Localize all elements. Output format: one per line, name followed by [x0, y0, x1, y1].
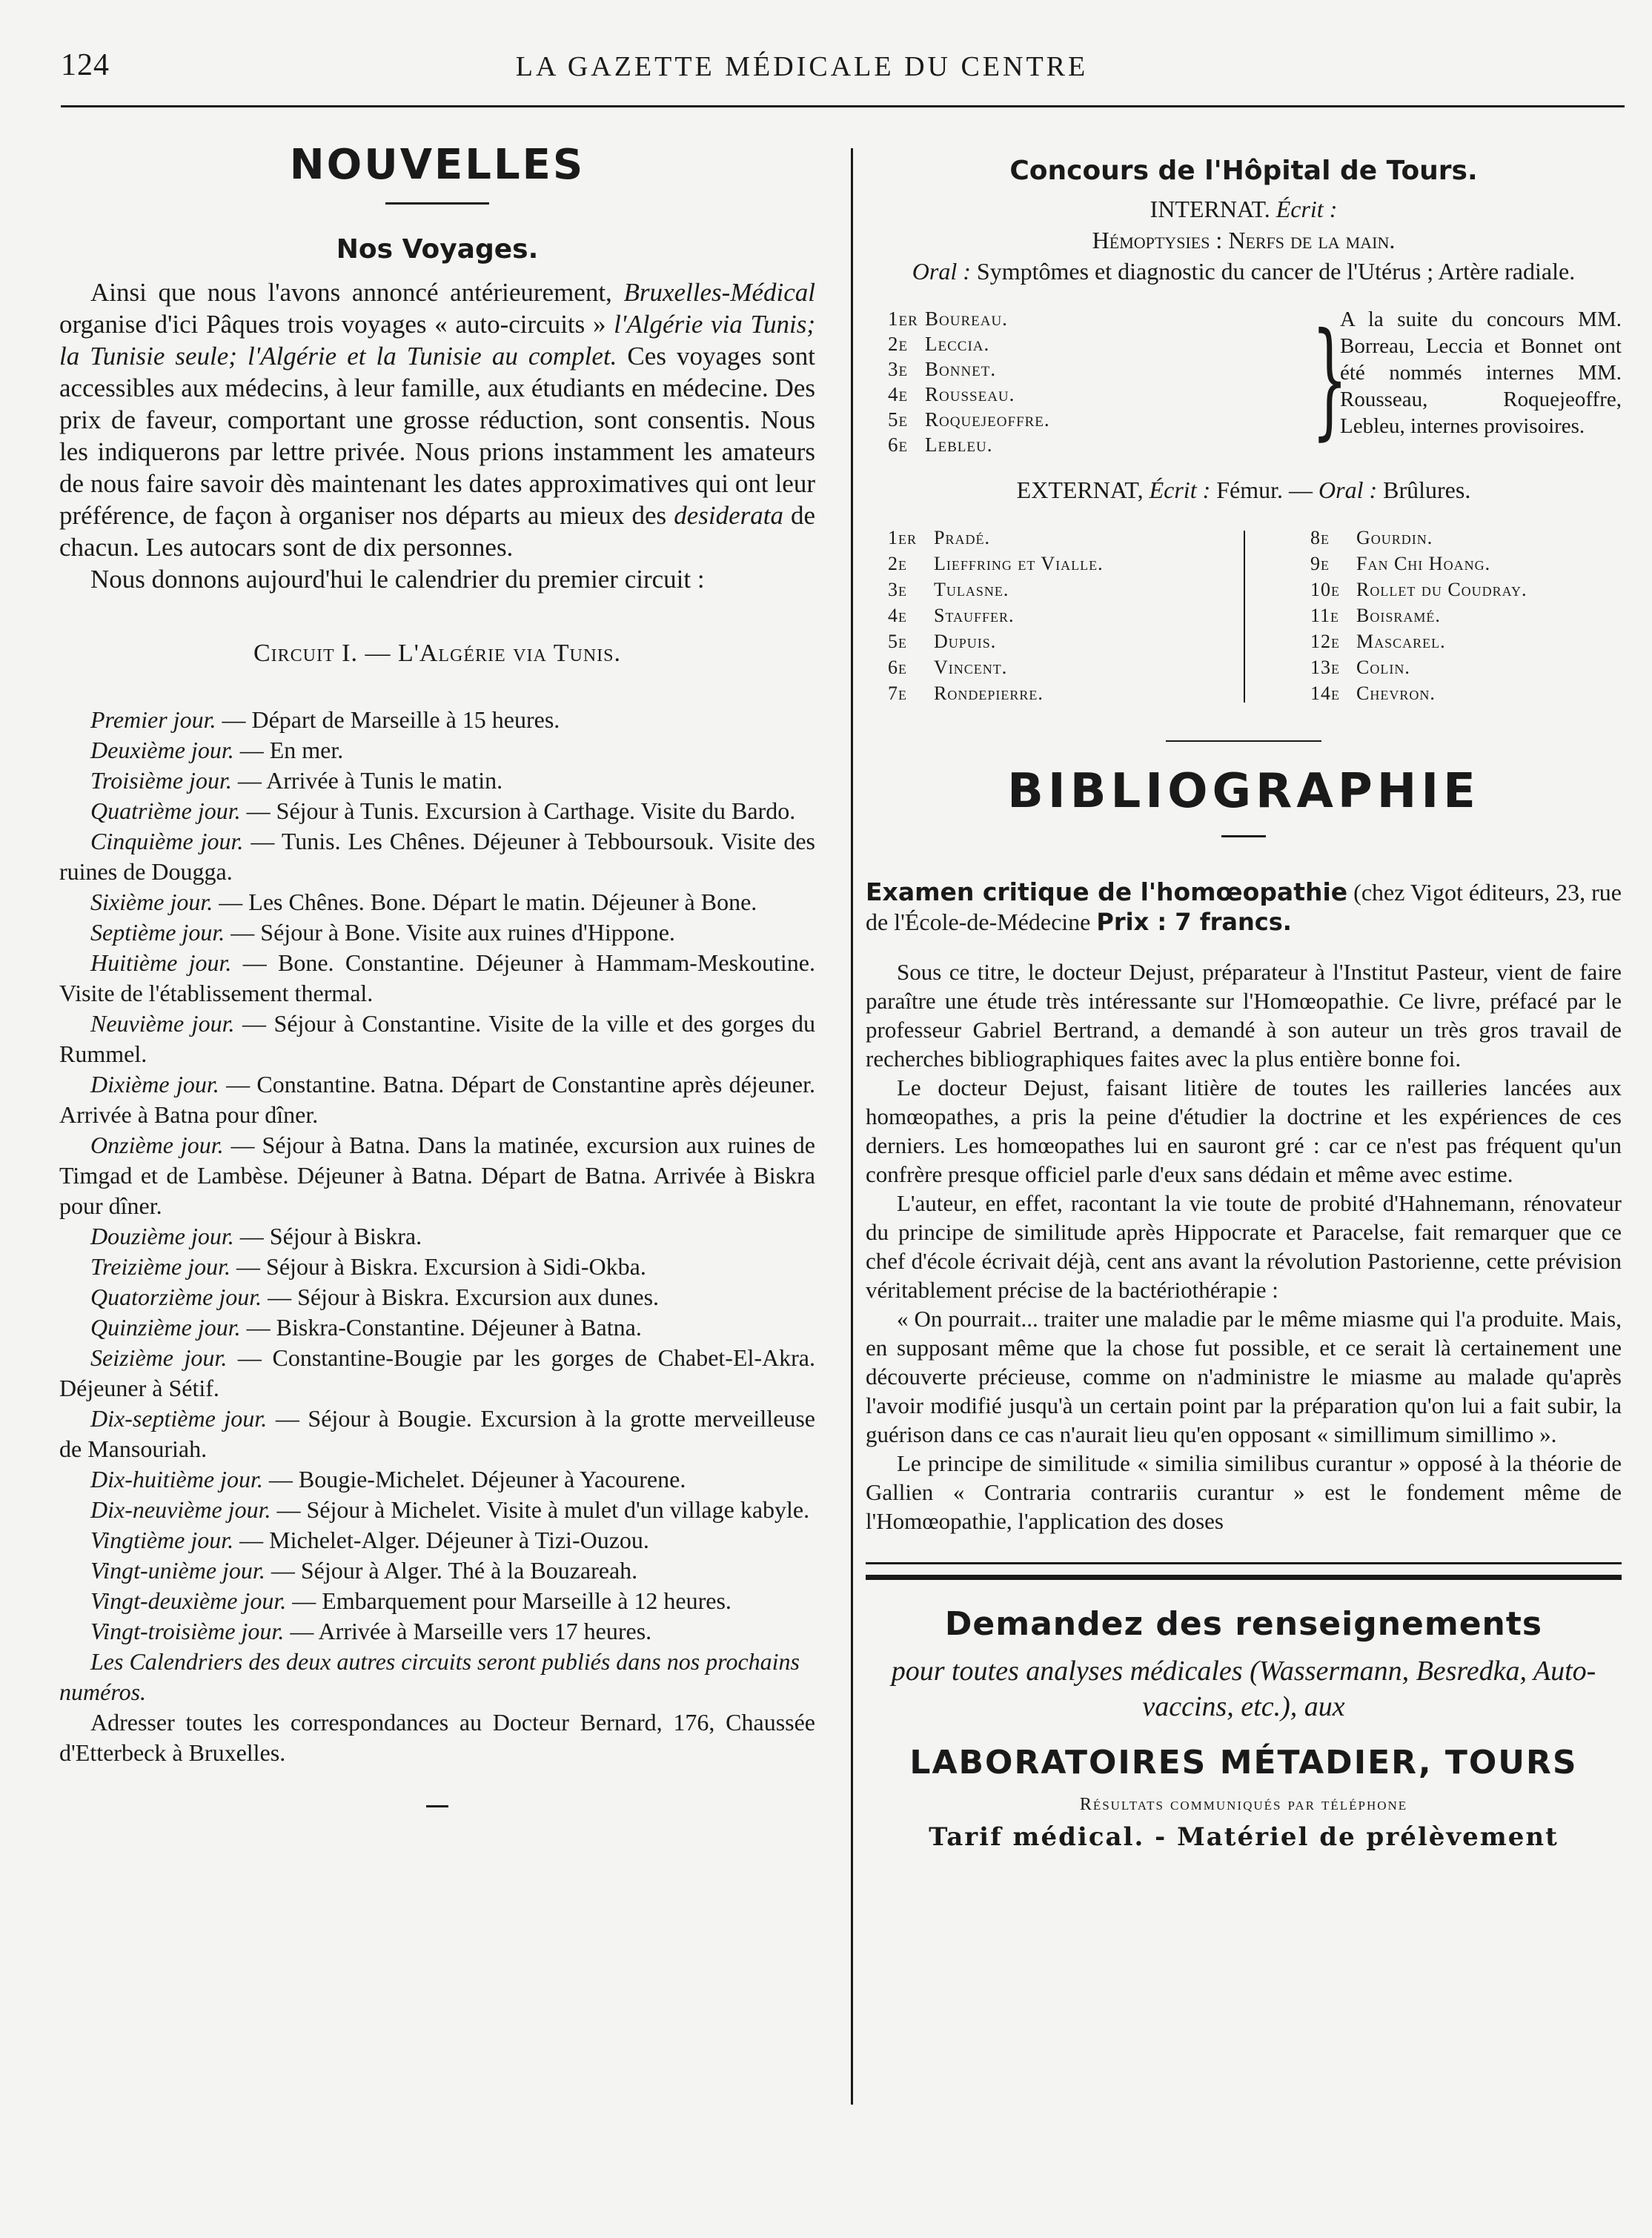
rank-name: Leccia. — [925, 333, 990, 355]
bibliographie-body — [866, 957, 1622, 1535]
advertisement — [866, 1605, 1622, 1852]
rank-name: Rousseau. — [925, 383, 1015, 405]
externat-rank-item — [888, 654, 1333, 680]
rank-number: 2e — [888, 333, 909, 355]
book-price: Prix : 7 francs. — [1096, 908, 1292, 936]
brace-glyph: } — [1311, 306, 1348, 453]
internat-appointment-note: A la suite du concours MM. Borreau, Leccia et Bonnet ont été nommés internes MM. Rousseau, Roquejeoffre, Lebleu, internes provisoires. — [1340, 308, 1622, 438]
externat-rank-item — [1310, 602, 1622, 628]
rank-number: 4e — [888, 383, 909, 405]
day-label: Dix-huitième jour. — [90, 1466, 263, 1492]
day-description: — Séjour à Michelet. Visite à mulet d'un village kabyle. — [271, 1496, 810, 1523]
externat-rank-item — [1310, 551, 1622, 577]
circuit-day-item — [59, 1009, 815, 1069]
book-title: Examen critique de l'homœopathie — [866, 877, 1348, 906]
rank-name: Rollet du Coudray. — [1356, 579, 1527, 600]
internat-rank-item — [888, 306, 1258, 331]
externat-ranking — [866, 525, 1622, 714]
bibliographie-paragraph: Le docteur Dejust, faisant litière de toutes les railleries lancées aux homœopathes, a pris la peine d'étudier la doctrine et les expériences de ces derniers. Les homœopathes lui en sauront gré : car ce n'est pas fréquent qu'un confrère presque officiel parle d'eux sans dédain et même avec estime. — [866, 1075, 1622, 1187]
correspondence-address: Adresser toutes les correspondances au Docteur Bernard, 176, Chaussée d'Etterbeck à Bruxelles. — [59, 1709, 815, 1766]
rank-name: Mascarel. — [1356, 631, 1446, 652]
rank-number: 6e — [888, 434, 909, 456]
externat-rank-item — [1310, 628, 1622, 654]
day-description: — Séjour à Batna. Dans la matinée, excursion aux ruines de Timgad et de Lambèse. Déjeuner à Batna. Départ de Batna. Arrivée à Biskra pour dîner. — [59, 1132, 815, 1219]
circuit-day-item — [59, 1555, 815, 1586]
rank-name: Colin. — [1356, 657, 1410, 678]
rank-number: 3e — [888, 358, 909, 380]
circuit-day-item — [59, 766, 815, 796]
running-head — [61, 43, 1625, 87]
circuit-title: Circuit I. — L'Algérie via Tunis. — [253, 640, 622, 667]
rank-name: Boureau. — [925, 308, 1008, 330]
internat-ranking-list — [888, 306, 1258, 457]
externat-rank-item — [1310, 525, 1622, 551]
day-label: Neuvième jour. — [90, 1010, 235, 1037]
rank-name: Gourdin. — [1356, 527, 1433, 548]
day-label: Vingt-troisième jour. — [90, 1618, 285, 1644]
page-number: 124 — [61, 48, 110, 82]
end-dash — [426, 1805, 448, 1807]
circuit-day-item — [59, 826, 815, 887]
day-label: Quatorzième jour. — [90, 1284, 262, 1310]
left-column — [59, 141, 815, 1807]
intro-segment: desiderata — [674, 501, 783, 530]
externat-rank-item — [1310, 577, 1622, 602]
day-description: — Embarquement pour Marseille à 12 heures. — [286, 1587, 732, 1614]
day-description: — Constantine. Batna. Départ de Constantine après déjeuner. Arrivée à Batna pour dîner. — [59, 1071, 816, 1128]
rank-number: 5e — [888, 408, 909, 431]
bibliographie-rule — [1221, 835, 1266, 837]
rank-name: Fan Chi Hoang. — [1356, 553, 1491, 574]
rank-name: Pradé. — [934, 527, 990, 548]
rank-number: 7e — [888, 683, 907, 704]
rank-number: 13e — [1310, 657, 1340, 678]
day-label: Huitième jour. — [90, 949, 232, 976]
circuit-day-item — [59, 948, 815, 1009]
rank-number: 1er — [888, 527, 918, 548]
oral-subject: Symptômes et diagnostic du cancer de l'Utérus ; Artère radiale. — [976, 258, 1576, 285]
internat-label: INTERNAT. — [1150, 196, 1270, 222]
rank-name: Lieffring et Vialle. — [934, 553, 1104, 574]
externat-rank-item — [1310, 680, 1622, 706]
externat-ecrit-label: Écrit : — [1149, 477, 1211, 503]
journal-title: LA GAZETTE MÉDICALE DU CENTRE — [515, 51, 1089, 82]
externat-separator — [1244, 531, 1245, 703]
day-description: — Bougie-Michelet. Déjeuner à Yacourene. — [262, 1466, 686, 1492]
circuit-day-item — [59, 705, 815, 735]
ad-tarif-line: Tarif médical. - Matériel de prélèvement — [929, 1822, 1559, 1852]
day-description: — Séjour à Biskra. Excursion aux dunes. — [262, 1284, 660, 1310]
circuit-day-item — [59, 1495, 815, 1525]
rank-number: 1er — [888, 308, 918, 330]
intro-segment: Ainsi que nous l'avons annoncé antérieurement, — [90, 278, 624, 307]
day-description: — Séjour à Tunis. Excursion à Carthage. Visite du Bardo. — [240, 797, 796, 824]
ad-laboratory-name: LABORATOIRES MÉTADIER, TOURS — [909, 1744, 1578, 1782]
concours-title: Concours de l'Hôpital de Tours. — [1009, 156, 1478, 186]
externat-rank-item — [888, 577, 1333, 602]
rank-number: 3e — [888, 579, 907, 600]
externat-rank-item — [888, 602, 1333, 628]
bibliographie-paragraph: Le principe de similitude « similia similibus curantur » opposé à la théorie de Gallien « Contraria contrariis curantur » est le fondement même de l'Homœopathie, l'application des doses — [866, 1450, 1622, 1534]
day-label: Vingtième jour. — [90, 1527, 234, 1553]
rank-number: 4e — [888, 605, 907, 626]
circuit-day-item — [59, 1282, 815, 1312]
ad-results-line: Résultats communiqués par téléphone — [1079, 1795, 1408, 1814]
intro-segment: Bruxelles-Médical — [623, 278, 815, 307]
day-label: Dix-septième jour. — [90, 1405, 268, 1432]
day-label: Dixième jour. — [90, 1071, 219, 1098]
circuit-day-item — [59, 796, 815, 826]
bibliographie-paragraph: « On pourrait... traiter une maladie par le même miasme qui l'a produite. Mais, en supposant même que la chose fut possible, et ce serait là certainement une découverte précieuse, comme on n'administre le miasme au malade qu'après l'avoir modifié jusqu'à un certain point par la préparation qu'on lui a fait subir, la guérison dans ce cas n'aurait lieu qu'en opposant « simillimum simillimo ». — [866, 1306, 1622, 1447]
bibliographie-paragraph: L'auteur, en effet, racontant la vie toute de probité d'Hahnemann, rénovateur du principe de similitude après Hippocrate et Paracelse, fait remarquer que ce chef d'école écrivait déjà, cent ans avant la révolution Pastorienne, cette prévision véritablement précise de la bactériothérapie : — [866, 1190, 1622, 1303]
circuit-day-item — [59, 1404, 815, 1464]
externat-label: EXTERNAT, — [1016, 477, 1144, 503]
circuit-day-item — [59, 1312, 815, 1343]
intro-segment: Ces voyages sont accessibles aux médecins, à leur famille, aux étudiants en médecine. Des prix de faveur, comportant une grosse réduction, sont consentis. Nous les indiquerons par lettre privée. Nous prions instamment les amateurs de nous faire savoir dès maintenant les dates approximatives qui ont leur préférence, de façon à organiser nos départs au mieux des — [59, 342, 815, 530]
rank-number: 10e — [1310, 579, 1340, 600]
intro-segment: l'Algérie via Tunis; la Tunisie seule; l'Algérie et la Tunisie au complet. — [59, 310, 815, 371]
externat-oral-label: Oral : — [1318, 477, 1378, 503]
internat-rank-item — [888, 356, 1258, 382]
section-rule — [1166, 740, 1321, 742]
circuit-day-item — [59, 1343, 815, 1404]
day-label: Sixième jour. — [90, 889, 213, 915]
nouvelles-title: NOUVELLES — [289, 141, 586, 189]
day-description: — Séjour à Alger. Thé à la Bouzareah. — [265, 1557, 638, 1584]
column-divider — [851, 148, 853, 2105]
day-description: — Arrivée à Marseille vers 17 heures. — [284, 1618, 652, 1644]
circuit-day-item — [59, 1525, 815, 1555]
day-description: — Constantine-Bougie par les gorges de Chabet-El-Akra. Déjeuner à Sétif. — [59, 1344, 816, 1401]
externat-ecrit-subject: Fémur. — [1216, 477, 1284, 503]
oral-label: Oral : — [912, 258, 971, 285]
circuit-day-item — [59, 887, 815, 917]
day-label: Troisième jour. — [90, 767, 232, 794]
rank-number: 5e — [888, 631, 907, 652]
externat-rank-item — [888, 628, 1333, 654]
intro-segment: de chacun. Les autocars sont de dix personnes. — [59, 501, 815, 562]
rank-name: Tulasne. — [934, 579, 1009, 600]
right-column — [866, 141, 1622, 1852]
day-label: Cinquième jour. — [90, 828, 244, 854]
internat-line — [866, 193, 1622, 225]
day-description: — Séjour à Biskra. — [233, 1223, 422, 1249]
rank-number: 2e — [888, 553, 907, 574]
circuit-day-item — [59, 1130, 815, 1221]
rank-number: 9e — [1310, 553, 1330, 574]
bibliographie-title: BIBLIOGRAPHIE — [1007, 764, 1480, 819]
rank-name: Chevron. — [1356, 683, 1436, 704]
circuit-day-item — [59, 735, 815, 766]
day-label: Douzième jour. — [90, 1223, 234, 1249]
voyages-intro-paragraph — [59, 276, 815, 563]
oral-line — [866, 256, 1622, 287]
day-label: Quatrième jour. — [90, 797, 241, 824]
day-label: Premier jour. — [90, 706, 216, 733]
day-label: Vingt-deuxième jour. — [90, 1587, 287, 1614]
circuit-day-item — [59, 1586, 815, 1616]
day-label: Onzième jour. — [90, 1132, 224, 1158]
rank-number: 11e — [1310, 605, 1340, 626]
book-publisher: (chez Vigot éditeurs, 23, rue de l'École-de-Médecine — [866, 879, 1622, 935]
day-label: Septième jour. — [90, 919, 225, 946]
day-label: Dix-neuvième jour. — [90, 1496, 271, 1523]
rank-name: Vincent. — [934, 657, 1008, 678]
day-description: — Séjour à Constantine. Visite de la ville et des gorges du Rummel. — [59, 1010, 816, 1067]
rank-name: Roquejeoffre. — [925, 408, 1050, 431]
rank-name: Dupuis. — [934, 631, 997, 652]
internat-ecrit-label: Écrit : — [1276, 196, 1338, 222]
externat-rank-item — [888, 525, 1333, 551]
nouvelles-rule — [385, 202, 489, 205]
circuit-day-item — [59, 1464, 815, 1495]
day-label: Deuxième jour. — [90, 737, 234, 763]
day-description: — Michelet-Alger. Déjeuner à Tizi-Ouzou. — [233, 1527, 649, 1553]
externat-rank-item — [888, 680, 1333, 706]
bibliographie-paragraph: Sous ce titre, le docteur Dejust, préparateur à l'Institut Pasteur, vient de faire paraître une étude très intéressante sur l'Homœopathie. Ce livre, préfacé par le professeur Gabriel Bertrand, a demandé à son auteur un très gros travail de recherches bibliographiques faites avec la plus entière bonne foi. — [866, 959, 1622, 1072]
day-description: — Bone. Constantine. Déjeuner à Hammam-Meskoutine. Visite de l'établissement thermal. — [59, 949, 815, 1006]
header-rule — [61, 105, 1625, 107]
internat-ranking — [866, 306, 1622, 463]
rank-number: 8e — [1310, 527, 1330, 548]
rank-name: Rondepierre. — [934, 683, 1044, 704]
day-description: — Arrivée à Tunis le matin. — [231, 767, 503, 794]
intro-segment: organise d'ici Pâques trois voyages « auto-circuits » — [59, 310, 614, 339]
ecrit-subject: Hémoptysies : Nerfs de la main. — [1092, 227, 1396, 253]
day-description: — Les Chênes. Bone. Départ le matin. Déjeuner à Bone. — [213, 889, 757, 915]
book-reference — [866, 877, 1622, 937]
circuit-day-item — [59, 917, 815, 948]
day-label: Seizième jour. — [90, 1344, 228, 1371]
day-description: — Tunis. Les Chênes. Déjeuner à Tebboursouk. Visite des ruines de Dougga. — [59, 828, 816, 885]
day-description: — En mer. — [233, 737, 344, 763]
day-description: — Biskra-Constantine. Déjeuner à Batna. — [240, 1314, 642, 1341]
calendar-intro: Nous donnons aujourd'hui le calendrier du premier circuit : — [90, 565, 705, 594]
circuit-day-list — [59, 705, 815, 1647]
day-description: — Séjour à Biskra. Excursion à Sidi-Okba. — [230, 1253, 646, 1280]
day-label: Vingt-unième jour. — [90, 1557, 265, 1584]
rank-number: 12e — [1310, 631, 1340, 652]
day-description: — Départ de Marseille à 15 heures. — [216, 706, 560, 733]
circuit-day-item — [59, 1221, 815, 1252]
day-description: — Séjour à Bougie. Excursion à la grotte merveilleuse de Mansouriah. — [59, 1405, 816, 1462]
circuit-day-item — [59, 1252, 815, 1282]
rank-number: 14e — [1310, 683, 1340, 704]
internat-rank-item — [888, 407, 1258, 432]
advertisement-rule — [866, 1562, 1622, 1580]
externat-rank-item — [1310, 654, 1622, 680]
externat-ranking-left — [888, 525, 1333, 706]
rank-name: Boisramé. — [1356, 605, 1441, 626]
externat-oral-subject: Brûlures. — [1383, 477, 1471, 503]
day-label: Treizième jour. — [90, 1253, 231, 1280]
circuit-day-item — [59, 1616, 815, 1647]
internat-rank-item — [888, 432, 1258, 457]
rank-number: 6e — [888, 657, 907, 678]
rank-name: Bonnet. — [925, 358, 997, 380]
rank-name: Stauffer. — [934, 605, 1015, 626]
internat-rank-item — [888, 331, 1258, 356]
day-label: Quinzième jour. — [90, 1314, 241, 1341]
ad-analyses-text: pour toutes analyses médicales (Wassermann, Besredka, Auto-vaccins, etc.), aux — [891, 1656, 1596, 1722]
rank-name: Lebleu. — [925, 434, 993, 456]
internat-rank-item — [888, 382, 1258, 407]
day-description: — Séjour à Bone. Visite aux ruines d'Hippone. — [225, 919, 675, 946]
voyages-subtitle: Nos Voyages. — [336, 234, 539, 265]
externat-rank-item — [888, 551, 1333, 577]
externat-line: EXTERNAT, Écrit : Fémur. — Oral : Brûlures. — [1016, 477, 1471, 503]
externat-ranking-right — [1310, 525, 1622, 706]
ad-title: Demandez des renseignements — [944, 1605, 1543, 1643]
closing-note: Les Calendriers des deux autres circuits seront publiés dans nos prochains numéros. — [59, 1648, 800, 1705]
circuit-day-item — [59, 1069, 815, 1130]
